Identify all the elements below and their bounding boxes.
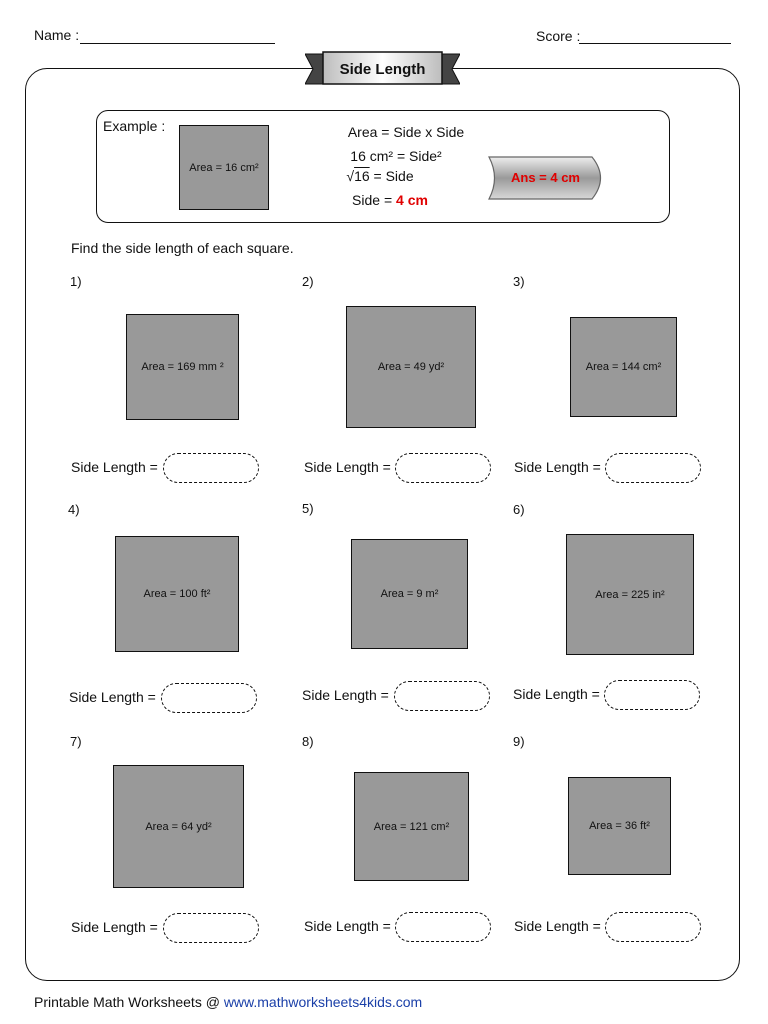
example-formula-line: 16 cm² = Side² xyxy=(350,148,442,164)
side-length-label: Side Length = xyxy=(514,918,601,934)
answer-field[interactable] xyxy=(163,453,259,483)
problem-square xyxy=(115,536,239,652)
problem-number: 7) xyxy=(70,734,82,749)
example-formula-line xyxy=(280,168,480,184)
problem-square xyxy=(354,772,469,881)
problem-number: 2) xyxy=(302,274,314,289)
problem-square xyxy=(568,777,671,875)
area-label: Area = 100 ft² xyxy=(143,588,211,600)
side-length-label: Side Length = xyxy=(69,689,156,705)
side-length-label: Side Length = xyxy=(304,918,391,934)
area-label: Area = 49 yd² xyxy=(377,361,445,373)
problem-number: 8) xyxy=(302,734,314,749)
answer-field[interactable] xyxy=(395,912,491,942)
problem-number: 1) xyxy=(70,274,82,289)
name-line[interactable] xyxy=(80,43,275,44)
answer-field[interactable] xyxy=(394,681,490,711)
side-length-label: Side Length = xyxy=(71,459,158,475)
area-label: Area = 144 cm² xyxy=(585,361,662,373)
area-label: Area = 169 mm ² xyxy=(141,361,224,373)
area-label: Area = 225 in² xyxy=(595,588,665,601)
footer-text: Printable Math Worksheets @ xyxy=(34,994,224,1010)
problem-number: 4) xyxy=(68,502,80,517)
answer-field[interactable] xyxy=(604,680,700,710)
title-banner xyxy=(305,50,460,88)
problem-square xyxy=(570,317,677,417)
side-length-label: Side Length = xyxy=(304,459,391,475)
problem-number: 3) xyxy=(513,274,525,289)
example-label: Example : xyxy=(103,118,166,134)
page-title: Side Length xyxy=(339,61,426,78)
score-label: Score : xyxy=(536,28,581,44)
example-formula-line: Area = Side x Side xyxy=(347,124,465,140)
radical-icon: √ xyxy=(346,168,355,184)
problem-number: 5) xyxy=(302,501,314,516)
area-label: Area = 36 ft² xyxy=(589,820,650,832)
radicand: 16 xyxy=(354,168,370,184)
area-label: Area = 64 yd² xyxy=(145,820,212,833)
problem-number: 6) xyxy=(513,502,525,517)
score-line[interactable] xyxy=(579,43,731,44)
problem-number: 9) xyxy=(513,734,525,749)
example-formula-rest: = Side xyxy=(369,168,414,184)
problem-square xyxy=(566,534,694,655)
side-length-label: Side Length = xyxy=(302,687,389,703)
problem-square xyxy=(346,306,476,428)
problem-square xyxy=(113,765,244,888)
answer-field[interactable] xyxy=(605,912,701,942)
instruction: Find the side length of each square. xyxy=(71,240,294,256)
problem-square xyxy=(126,314,239,420)
problem-square xyxy=(351,539,468,649)
example-square-text: Area = 16 cm² xyxy=(189,161,259,174)
answer-field[interactable] xyxy=(605,453,701,483)
name-label: Name : xyxy=(34,27,80,43)
example-formula-line xyxy=(290,192,490,208)
answer-field[interactable] xyxy=(161,683,257,713)
side-length-label: Side Length = xyxy=(71,919,158,935)
answer-badge-text: Ans = 4 cm xyxy=(510,170,580,185)
side-prefix: Side = xyxy=(352,192,397,208)
side-length-label: Side Length = xyxy=(513,686,600,702)
footer xyxy=(34,994,422,1010)
example-answer-value: 4 cm xyxy=(396,192,428,208)
area-label: Area = 121 cm² xyxy=(373,820,450,833)
answer-badge xyxy=(488,156,610,200)
example-square xyxy=(179,125,269,210)
footer-link[interactable]: www.mathworksheets4kids.com xyxy=(223,994,423,1010)
side-length-label: Side Length = xyxy=(514,459,601,475)
answer-field[interactable] xyxy=(163,913,259,943)
answer-field[interactable] xyxy=(395,453,491,483)
area-label: Area = 9 m² xyxy=(380,588,439,600)
